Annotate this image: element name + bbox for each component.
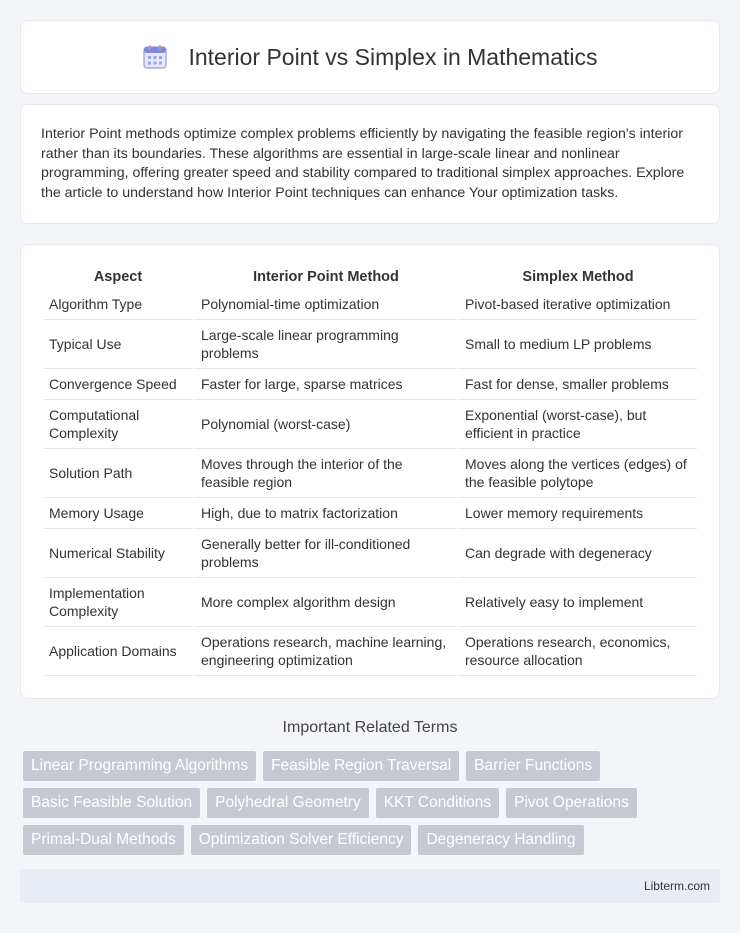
table-row (43, 289, 697, 320)
term-tag[interactable]: Basic Feasible Solution (23, 788, 200, 818)
table-cell-aspect: Memory Usage (43, 498, 193, 529)
table-cell-simplex: Small to medium LP problems (459, 320, 697, 369)
term-tag[interactable]: Linear Programming Algorithms (23, 751, 256, 781)
table-row (43, 627, 697, 676)
table-cell-simplex: Pivot-based iterative optimization (459, 289, 697, 320)
table-cell-interior: Faster for large, sparse matrices (195, 369, 457, 400)
table-cell-interior: More complex algorithm design (195, 578, 457, 627)
table-cell-simplex: Operations research, economics, resource allocation (459, 627, 697, 676)
table-header-row (43, 265, 697, 289)
related-terms-list (23, 751, 723, 862)
term-tag[interactable]: Optimization Solver Efficiency (191, 825, 412, 855)
table-cell-aspect: Convergence Speed (43, 369, 193, 400)
header-simplex: Simplex Method (522, 269, 634, 285)
header-aspect: Aspect (93, 269, 143, 285)
related-terms-title: Important Related Terms (282, 719, 458, 736)
table-row (43, 498, 697, 529)
table-cell-aspect: Computational Complexity (43, 400, 193, 449)
intro-text: Interior Point methods optimize complex problems efficiently by navigating the feasible region's interior rather than its boundaries. These algorithms are essential in large-scale linear and nonlinear programming, offering greater speed and stability compared to traditional simplex approaches. Explore the article to understand how Interior Point techniques can enhance Your optimization tasks. (41, 126, 685, 201)
table-cell-interior: Large-scale linear programming problems (195, 320, 457, 369)
table-row (43, 578, 697, 627)
page-title: Interior Point vs Simplex in Mathematics (188, 43, 598, 70)
term-tag[interactable]: Polyhedral Geometry (207, 788, 369, 818)
term-tag[interactable]: KKT Conditions (376, 788, 499, 818)
table-cell-simplex: Fast for dense, smaller problems (459, 369, 697, 400)
table-cell-aspect: Solution Path (43, 449, 193, 498)
header-card (20, 20, 720, 94)
footer-bar (20, 869, 720, 903)
table-cell-simplex: Exponential (worst-case), but efficient in practice (459, 400, 697, 449)
table-row (43, 400, 697, 449)
table-cell-simplex: Moves along the vertices (edges) of the feasible polytope (459, 449, 697, 498)
table-cell-simplex: Lower memory requirements (459, 498, 697, 529)
term-tag[interactable]: Pivot Operations (506, 788, 637, 818)
table-cell-interior: High, due to matrix factorization (195, 498, 457, 529)
table-cell-interior: Moves through the interior of the feasible region (195, 449, 457, 498)
term-tag[interactable]: Degeneracy Handling (418, 825, 583, 855)
table-cell-aspect: Numerical Stability (43, 529, 193, 578)
table-cell-interior: Polynomial (worst-case) (195, 400, 457, 449)
footer-site-link[interactable]: Libterm.com (643, 879, 710, 893)
term-tag[interactable]: Barrier Functions (466, 751, 600, 781)
table-cell-aspect: Typical Use (43, 320, 193, 369)
comparison-table (41, 265, 699, 676)
table-row (43, 369, 697, 400)
calendar-grid-icon (142, 44, 168, 70)
table-cell-simplex: Relatively easy to implement (459, 578, 697, 627)
table-row (43, 529, 697, 578)
comparison-table-card (20, 244, 720, 699)
table-cell-aspect: Application Domains (43, 627, 193, 676)
table-cell-interior: Operations research, machine learning, engineering optimization (195, 627, 457, 676)
table-cell-aspect: Algorithm Type (43, 289, 193, 320)
term-tag[interactable]: Feasible Region Traversal (263, 751, 459, 781)
table-cell-aspect: Implementation Complexity (43, 578, 193, 627)
term-tag[interactable]: Primal-Dual Methods (23, 825, 184, 855)
table-cell-interior: Generally better for ill-conditioned problems (195, 529, 457, 578)
table-row (43, 449, 697, 498)
header-interior-point: Interior Point Method (253, 269, 399, 285)
intro-card (20, 104, 720, 224)
table-row (43, 320, 697, 369)
table-cell-simplex: Can degrade with degeneracy (459, 529, 697, 578)
table-cell-interior: Polynomial-time optimization (195, 289, 457, 320)
